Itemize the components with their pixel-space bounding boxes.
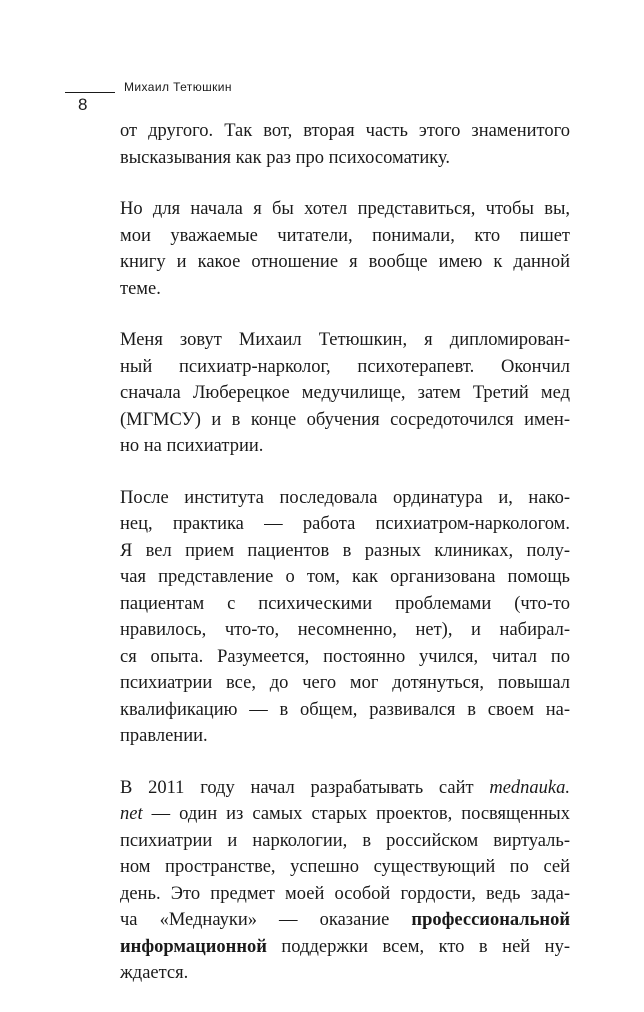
page-header [0, 0, 644, 120]
text-line: квалификацию — в общем, развивался в своем на- [120, 699, 570, 720]
text-line: Меня зовут Михаил Тетюшкин, я дипломирован- [120, 330, 570, 350]
text-line: ждается. [120, 963, 189, 983]
site-name-italic: mednauka. [489, 777, 570, 798]
text-line: нец, практика — работа психиатром-наркологом. [120, 514, 570, 534]
text-line: книгу и какое отношение я вообще имею к данной [120, 252, 570, 272]
text-line: После института последовала ординатура и, нако- [120, 487, 570, 508]
text-line: высказывания как раз про психосоматику. [120, 147, 451, 168]
text-line: психиатрии и наркологии, в российском виртуаль- [120, 830, 570, 851]
text-line: информационной поддержки всем, кто в ней ну- [120, 936, 570, 957]
text-line: сначала Люберецкое медучилище, затем Третий мед [120, 383, 570, 403]
text-line: день. Это предмет моей особой гордости, ведь зада- [120, 883, 570, 904]
text-line: от другого. Так вот, вторая часть этого знаменитого [120, 121, 570, 141]
paragraph-2 [120, 196, 570, 302]
site-name-italic: net [120, 804, 143, 824]
text-line: Но для начала я бы хотел представиться, чтобы вы, [120, 199, 570, 219]
paragraph-5 [120, 775, 570, 987]
text-line: мои уважаемые читатели, понимали, кто пишет [120, 225, 570, 246]
text-line: психиатрии все, до чего мог дотянуться, повышал [120, 673, 570, 693]
text-line: net — один из самых старых проектов, посвященных [120, 804, 570, 824]
text-line: теме. [120, 278, 161, 299]
text-line: правлении. [120, 726, 208, 746]
running-head-author: Михаил Тетюшкин [124, 80, 232, 94]
text-line: нравилось, что-то, несомненно, нет), и набирал- [120, 620, 570, 640]
paragraph-3 [120, 327, 570, 460]
body-text [120, 118, 570, 1012]
paragraph-4 [120, 485, 570, 750]
text-line: ча «Меднауки» — оказание профессиональной [120, 910, 570, 930]
text-line: ный психиатр-нарколог, психотерапевт. Окончил [120, 356, 570, 377]
text-line: но на психиатрии. [120, 436, 264, 456]
text-line: В 2011 году начал разрабатывать сайт mednauka. [120, 777, 570, 798]
text-line: (МГМСУ) и в конце обучения сосредоточился имен- [120, 409, 570, 430]
paragraph-1 [120, 118, 570, 171]
header-rule [65, 92, 115, 93]
text-line: пациентам с психическими проблемами (что-то [120, 593, 570, 614]
bold-emphasis: профессиональной [411, 910, 570, 930]
text-line: чая представление о том, как организована помощь [120, 567, 570, 587]
text-line: Я вел прием пациентов в разных клиниках, полу- [120, 540, 570, 561]
page-number: 8 [78, 95, 88, 114]
text-line: ся опыта. Разумеется, постоянно учился, читал по [120, 646, 570, 667]
bold-emphasis: информационной [120, 936, 267, 957]
text-line: ном пространстве, успешно существующий по сей [120, 857, 570, 877]
